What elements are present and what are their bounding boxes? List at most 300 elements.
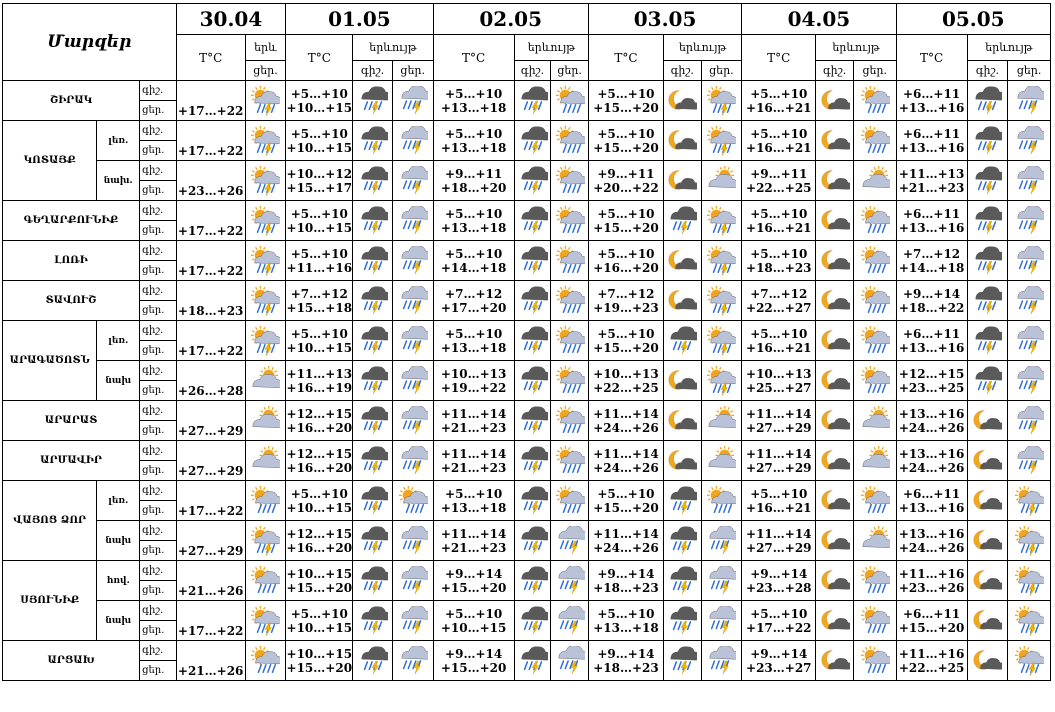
day-header: ցեր. — [392, 61, 433, 81]
temp-range-cell — [286, 121, 353, 161]
temp-range-cell — [742, 641, 816, 681]
temp-range-cell — [286, 201, 353, 241]
sun-cloud-rain-thunder-icon — [702, 206, 742, 236]
night-temp: +9…+14 — [750, 566, 808, 581]
region-row-night — [3, 241, 1051, 261]
day-temp: +23…+25 — [898, 380, 965, 395]
day-temp: +24…+26 — [898, 460, 965, 475]
weather-icon-cell — [392, 561, 433, 601]
moon-cloud-icon — [816, 366, 853, 396]
cloud-rain-icon — [702, 646, 742, 676]
night-temp: +13…+16 — [898, 446, 965, 461]
night-temp: +10…+13 — [593, 366, 659, 381]
weather-icon-cell — [514, 641, 551, 681]
day-temp: +13…+16 — [898, 340, 965, 355]
night-temp: +5…+10 — [750, 606, 808, 621]
weather-icon-cell — [514, 481, 551, 521]
cloud-rain-icon — [393, 526, 433, 556]
cloud-rain-thunder-icon — [353, 166, 392, 196]
cloud-rain-icon — [1008, 126, 1050, 156]
region-subzone: նախ. — [97, 161, 140, 201]
night-temp: +11…+14 — [746, 526, 812, 541]
temp-range-cell — [286, 321, 353, 361]
day-temp: +27…+29 — [746, 540, 812, 555]
night-label: գիշ. — [140, 321, 177, 341]
weather-icon-cell — [245, 161, 286, 201]
weather-icon-cell — [853, 281, 896, 321]
day-temp: +16…+21 — [746, 500, 812, 515]
day-temp: +16…+21 — [746, 100, 812, 115]
temp-header: T°C — [433, 35, 514, 81]
weather-icon-cell — [514, 561, 551, 601]
day-label: ցեր. — [140, 621, 177, 641]
night-temp: +7…+12 — [903, 246, 961, 261]
temp-range-cell — [588, 161, 663, 201]
night-temp: +9…+11 — [597, 166, 655, 181]
temp-range-cell — [286, 241, 353, 281]
temp-range-cell — [588, 321, 663, 361]
night-temp: +11…+14 — [440, 406, 507, 421]
region-name: ՏԱՎՈՒՇ — [3, 281, 140, 321]
temp-range-cell — [742, 601, 816, 641]
sun-cloud-rain-thunder-icon — [702, 246, 742, 276]
temp-range-cell — [742, 241, 816, 281]
cloud-rain-thunder-icon — [968, 206, 1008, 236]
weather-icon-cell — [392, 601, 433, 641]
night-temp: +5…+10 — [445, 206, 503, 221]
weather-icon-cell — [392, 321, 433, 361]
temp-range-cell — [742, 481, 816, 521]
moon-cloud-icon — [664, 166, 701, 196]
weather-icon-cell — [1008, 641, 1051, 681]
sun-cloud-rain-icon — [854, 246, 896, 276]
day-temp: +18…+22 — [898, 300, 965, 315]
weather-icon-cell — [1008, 441, 1051, 481]
temp-range-cell — [176, 441, 245, 481]
temp-header: T°C — [588, 35, 663, 81]
weather-icon-cell — [853, 201, 896, 241]
night-temp: +5…+10 — [290, 606, 348, 621]
temp-range-cell — [896, 321, 967, 361]
sun-cloud-icon — [854, 446, 896, 476]
sun-cloud-icon — [854, 166, 896, 196]
cloud-rain-icon — [1008, 286, 1050, 316]
day-temp: +15…+20 — [593, 500, 659, 515]
night-label: գիշ. — [140, 521, 177, 541]
weather-icon-cell — [245, 281, 286, 321]
weather-icon-cell — [1008, 481, 1051, 521]
day-label: ցեր. — [140, 501, 177, 521]
day-temp: +10…+15 — [440, 620, 507, 635]
weather-icon-cell — [245, 121, 286, 161]
day-temp: +10…+15 — [286, 100, 353, 115]
day-temp: +17…+22 — [177, 104, 244, 118]
day-temp: +13…+16 — [898, 220, 965, 235]
temp-range-cell — [176, 521, 245, 561]
cloud-rain-thunder-icon — [968, 166, 1008, 196]
night-temp: +10…+15 — [286, 566, 353, 581]
weather-icon-cell — [514, 441, 551, 481]
weather-icon-cell — [701, 401, 742, 441]
weather-icon-cell — [514, 401, 551, 441]
cloud-rain-thunder-icon — [515, 86, 551, 116]
day-temp: +10…+15 — [286, 500, 353, 515]
day-label: ցեր. — [140, 541, 177, 561]
weather-icon-cell — [245, 641, 286, 681]
cloud-rain-icon — [393, 326, 433, 356]
sun-cloud-rain-thunder-icon — [1008, 566, 1050, 596]
day-temp: +11…+16 — [286, 260, 353, 275]
cloud-rain-thunder-icon — [515, 606, 551, 636]
phenomenon-header: երևույթ — [816, 35, 896, 61]
day-temp: +21…+23 — [440, 420, 507, 435]
sun-cloud-rain-thunder-icon — [702, 366, 742, 396]
temp-range-cell — [433, 81, 514, 121]
cloud-rain-icon — [551, 606, 588, 636]
weather-icon-cell — [853, 321, 896, 361]
weather-icon-cell — [701, 441, 742, 481]
night-temp: +6…+11 — [903, 326, 961, 341]
temp-range-cell — [433, 561, 514, 601]
temp-range-cell — [433, 641, 514, 681]
weather-icon-cell — [701, 521, 742, 561]
night-temp: +5…+10 — [290, 206, 348, 221]
weather-icon-cell — [664, 361, 702, 401]
day-temp: +15…+20 — [593, 220, 659, 235]
cloud-rain-thunder-icon — [968, 326, 1008, 356]
cloud-rain-thunder-icon — [515, 366, 551, 396]
weather-icon-cell — [816, 201, 854, 241]
night-temp: +5…+10 — [597, 606, 655, 621]
moon-cloud-icon — [664, 406, 701, 436]
region-row-night — [3, 641, 1051, 661]
moon-cloud-icon — [664, 446, 701, 476]
night-temp: +11…+14 — [746, 406, 812, 421]
night-temp: +6…+11 — [903, 606, 961, 621]
sun-cloud-rain-thunder-icon — [702, 286, 742, 316]
weather-icon-cell — [664, 521, 702, 561]
day-temp: +18…+23 — [593, 660, 659, 675]
sun-cloud-rain-thunder-icon — [246, 246, 286, 276]
day-temp: +13…+16 — [898, 500, 965, 515]
weather-icon-cell — [967, 201, 1008, 241]
temp-range-cell — [176, 321, 245, 361]
night-temp: +12…+15 — [286, 446, 353, 461]
temp-range-cell — [896, 561, 967, 601]
weather-icon-cell — [551, 241, 589, 281]
moon-cloud-icon — [816, 246, 853, 276]
temp-header: T°C — [176, 35, 245, 81]
sun-cloud-rain-icon — [854, 366, 896, 396]
sun-cloud-rain-icon — [551, 366, 588, 396]
weather-icon-cell — [1008, 521, 1051, 561]
cloud-rain-icon — [393, 206, 433, 236]
forecast-body — [3, 4, 1051, 681]
weather-icon-cell — [967, 121, 1008, 161]
weather-icon-cell — [701, 641, 742, 681]
region-row-night — [3, 321, 1051, 341]
moon-cloud-icon — [816, 606, 853, 636]
day-temp: +21…+23 — [440, 540, 507, 555]
weather-icon-cell — [1008, 401, 1051, 441]
cloud-rain-icon — [1008, 246, 1050, 276]
weather-icon-cell — [353, 201, 393, 241]
temp-range-cell — [433, 161, 514, 201]
moon-cloud-icon — [816, 526, 853, 556]
weather-icon-cell — [853, 481, 896, 521]
cloud-rain-icon — [393, 286, 433, 316]
day-temp: +16…+21 — [746, 140, 812, 155]
moon-cloud-icon — [664, 86, 701, 116]
temp-range-cell — [896, 481, 967, 521]
day-temp: +17…+22 — [177, 264, 244, 278]
temp-range-cell — [742, 441, 816, 481]
moon-cloud-icon — [664, 366, 701, 396]
sun-cloud-rain-icon — [551, 446, 588, 476]
night-temp: +13…+16 — [898, 406, 965, 421]
moon-cloud-icon — [816, 566, 853, 596]
cloud-rain-thunder-icon — [353, 286, 392, 316]
day-header: ցեր. — [701, 61, 742, 81]
night-temp: +5…+10 — [597, 326, 655, 341]
day-label: ցեր. — [140, 461, 177, 481]
night-header: գիշ. — [816, 61, 854, 81]
night-label: գիշ. — [140, 361, 177, 381]
region-name: ՍՅՈՒՆԻՔ — [3, 561, 97, 641]
day-temp: +27…+29 — [177, 424, 244, 438]
temp-range-cell — [588, 401, 663, 441]
cloud-rain-thunder-icon — [968, 366, 1008, 396]
day-temp: +10…+15 — [286, 220, 353, 235]
day-temp: +15…+20 — [286, 580, 353, 595]
day-temp: +13…+16 — [898, 140, 965, 155]
temp-range-cell — [896, 401, 967, 441]
night-temp: +5…+10 — [597, 126, 655, 141]
temp-range-cell — [588, 561, 663, 601]
night-temp: +5…+10 — [597, 486, 655, 501]
day-temp: +27…+29 — [746, 460, 812, 475]
temp-range-cell — [286, 521, 353, 561]
weather-icon-cell — [816, 321, 854, 361]
cloud-rain-thunder-icon — [968, 286, 1008, 316]
day-temp: +15…+20 — [440, 660, 507, 675]
weather-icon-cell — [816, 241, 854, 281]
weather-icon-cell — [967, 401, 1008, 441]
weather-icon-cell — [514, 361, 551, 401]
cloud-rain-thunder-icon — [664, 206, 701, 236]
day-temp: +13…+16 — [898, 100, 965, 115]
weather-icon-cell — [392, 441, 433, 481]
weather-icon-cell — [353, 361, 393, 401]
weather-icon-cell — [967, 561, 1008, 601]
weather-icon-cell — [551, 601, 589, 641]
cloud-rain-thunder-icon — [353, 126, 392, 156]
weather-icon-cell — [1008, 361, 1051, 401]
cloud-rain-thunder-icon — [353, 646, 392, 676]
temp-range-cell — [588, 521, 663, 561]
cloud-rain-thunder-icon — [353, 446, 392, 476]
weather-icon-cell — [551, 361, 589, 401]
temp-range-cell — [176, 601, 245, 641]
moon-cloud-icon — [968, 526, 1008, 556]
cloud-rain-thunder-icon — [353, 486, 392, 516]
weather-icon-cell — [967, 361, 1008, 401]
temp-range-cell — [433, 121, 514, 161]
temp-range-cell — [286, 561, 353, 601]
weather-icon-cell — [353, 561, 393, 601]
moon-cloud-icon — [816, 406, 853, 436]
cloud-rain-thunder-icon — [515, 406, 551, 436]
temp-range-cell — [588, 201, 663, 241]
weather-icon-cell — [245, 201, 286, 241]
moon-cloud-icon — [816, 86, 853, 116]
cloud-rain-icon — [551, 566, 588, 596]
day-temp: +18…+23 — [177, 304, 244, 318]
temp-range-cell — [896, 601, 967, 641]
temp-range-cell — [896, 361, 967, 401]
day-temp: +23…+28 — [746, 580, 812, 595]
temp-range-cell — [286, 641, 353, 681]
date-header: 02.05 — [433, 4, 588, 35]
night-header: գիշ. — [353, 61, 393, 81]
sun-cloud-icon — [702, 406, 742, 436]
region-name: ՎԱՅՈՑ ՁՈՐ — [3, 481, 97, 561]
weather-icon-cell — [392, 401, 433, 441]
day-label: ցեր. — [140, 581, 177, 601]
night-temp: +10…+13 — [746, 366, 812, 381]
day-temp: +16…+21 — [746, 340, 812, 355]
night-temp: +5…+10 — [750, 86, 808, 101]
weather-icon-cell — [353, 281, 393, 321]
weather-icon-cell — [816, 441, 854, 481]
weather-icon-cell — [551, 121, 589, 161]
region-row-night — [3, 521, 1051, 541]
region-row-night — [3, 81, 1051, 101]
weather-icon-cell — [967, 601, 1008, 641]
temp-range-cell — [286, 161, 353, 201]
temp-range-cell — [896, 241, 967, 281]
day-temp: +22…+27 — [746, 300, 812, 315]
weather-icon-cell — [701, 561, 742, 601]
day-temp: +17…+22 — [177, 624, 244, 638]
day-temp: +17…+22 — [177, 344, 244, 358]
temp-range-cell — [588, 481, 663, 521]
cloud-rain-icon — [393, 446, 433, 476]
region-subzone: լեռ. — [97, 321, 140, 361]
weather-icon-cell — [701, 601, 742, 641]
night-temp: +10…+13 — [440, 366, 507, 381]
cloud-rain-thunder-icon — [664, 606, 701, 636]
cloud-rain-thunder-icon — [664, 526, 701, 556]
day-temp: +19…+23 — [593, 300, 659, 315]
cloud-rain-thunder-icon — [515, 446, 551, 476]
weather-icon-cell — [392, 481, 433, 521]
weather-icon-cell — [392, 361, 433, 401]
temp-range-cell — [176, 201, 245, 241]
temp-range-cell — [433, 601, 514, 641]
moon-cloud-icon — [664, 286, 701, 316]
cloud-rain-icon — [1008, 86, 1050, 116]
sun-cloud-rain-icon — [551, 166, 588, 196]
temp-range-cell — [742, 281, 816, 321]
night-label: գիշ. — [140, 641, 177, 661]
night-temp: +5…+10 — [597, 206, 655, 221]
day-temp: +14…+18 — [898, 260, 965, 275]
temp-range-cell — [742, 401, 816, 441]
weather-icon-cell — [664, 641, 702, 681]
night-label: գիշ. — [140, 201, 177, 221]
night-temp: +6…+11 — [903, 206, 961, 221]
day-temp: +16…+20 — [286, 540, 353, 555]
night-label: գիշ. — [140, 401, 177, 421]
cloud-rain-icon — [393, 566, 433, 596]
night-temp: +6…+11 — [903, 486, 961, 501]
night-label: գիշ. — [140, 241, 177, 261]
weather-icon-cell — [551, 521, 589, 561]
weather-icon-cell — [816, 521, 854, 561]
day-temp: +27…+29 — [746, 420, 812, 435]
night-label: գիշ. — [140, 561, 177, 581]
region-row-night — [3, 121, 1051, 141]
weather-icon-cell — [853, 441, 896, 481]
day-temp: +17…+20 — [440, 300, 507, 315]
night-temp: +11…+14 — [593, 446, 659, 461]
cloud-rain-thunder-icon — [515, 326, 551, 356]
day-temp: +24…+26 — [898, 540, 965, 555]
temp-range-cell — [588, 281, 663, 321]
weather-icon-cell — [353, 441, 393, 481]
day-temp: +22…+25 — [746, 180, 812, 195]
weather-icon-cell — [853, 521, 896, 561]
weather-icon-cell — [353, 321, 393, 361]
cloud-rain-icon — [393, 406, 433, 436]
cloud-rain-icon — [1008, 206, 1050, 236]
temp-range-cell — [896, 81, 967, 121]
night-temp: +11…+14 — [440, 446, 507, 461]
weather-icon-cell — [551, 641, 589, 681]
region-row-night — [3, 161, 1051, 181]
sun-cloud-rain-icon — [854, 286, 896, 316]
night-temp: +7…+12 — [597, 286, 655, 301]
sun-cloud-rain-icon — [854, 566, 896, 596]
weather-icon-cell — [816, 361, 854, 401]
day-temp: +16…+19 — [286, 380, 353, 395]
temp-header: T°C — [742, 35, 816, 81]
cloud-rain-thunder-icon — [515, 486, 551, 516]
weather-icon-cell — [816, 601, 854, 641]
cloud-rain-thunder-icon — [664, 326, 701, 356]
weather-icon-cell — [664, 401, 702, 441]
night-temp: +7…+12 — [750, 286, 808, 301]
sun-cloud-rain-icon — [551, 246, 588, 276]
cloud-rain-icon — [702, 566, 742, 596]
weather-icon-cell — [853, 641, 896, 681]
weather-icon-cell — [701, 241, 742, 281]
sun-cloud-rain-icon — [551, 86, 588, 116]
moon-cloud-icon — [816, 326, 853, 356]
sun-cloud-rain-icon — [551, 486, 588, 516]
region-row-night — [3, 481, 1051, 501]
day-temp: +25…+27 — [746, 380, 812, 395]
cloud-rain-icon — [702, 606, 742, 636]
date-header: 05.05 — [896, 4, 1050, 35]
sun-cloud-rain-thunder-icon — [246, 286, 286, 316]
cloud-rain-thunder-icon — [664, 566, 701, 596]
day-temp: +21…+26 — [177, 584, 244, 598]
cloud-rain-icon — [551, 526, 588, 556]
sun-cloud-rain-thunder-icon — [246, 166, 286, 196]
phenomenon-header: երևույթ — [514, 35, 588, 61]
